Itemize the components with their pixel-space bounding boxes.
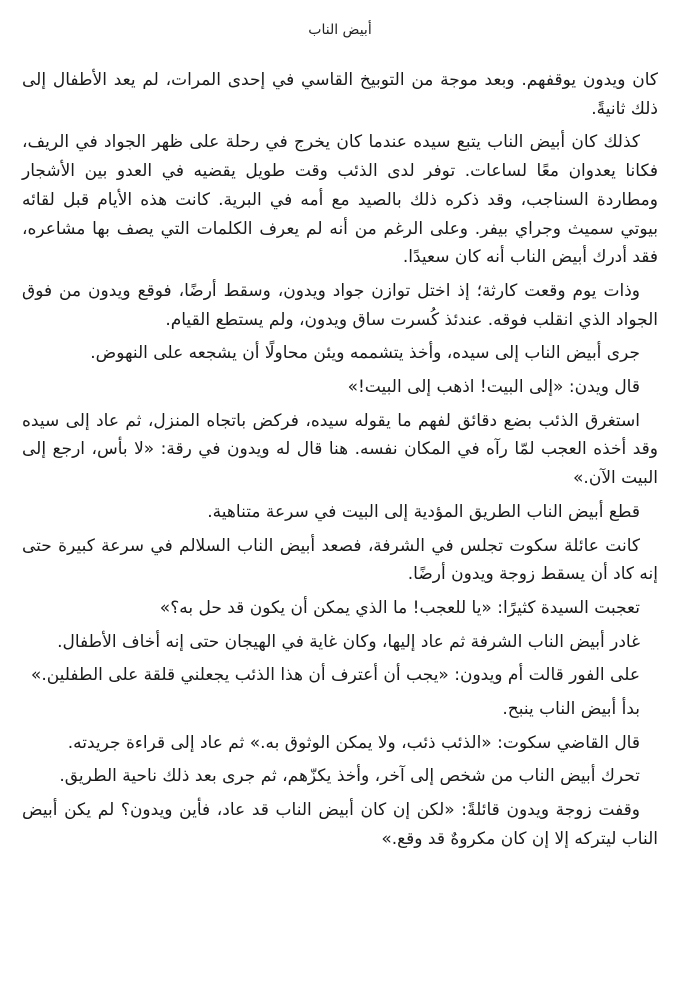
- paragraph: وقفت زوجة ويدون قائلةً: «لكن إن كان أبيض الناب قد عاد، فأين ويدون؟ لم يكن أبيض الناب ليتركه إلا إن كان مكروهٌ قد وقع.»: [22, 800, 658, 849]
- paragraph: كان ويدون يوقفهم. وبعد موجة من التوبيخ القاسي في إحدى المرات، لم يعد الأطفال إلى ذلك ثانيةً.: [22, 70, 658, 119]
- paragraph: قال ويدن: «إلى البيت! اذهب إلى البيت!»: [347, 377, 640, 398]
- paragraph: قال القاضي سكوت: «الذئب ذئب، ولا يمكن الوثوق به.» ثم عاد إلى قراءة جريدته.: [67, 732, 640, 753]
- paragraph: بدأ أبيض الناب ينبح.: [502, 699, 640, 720]
- paragraph: جرى أبيض الناب إلى سيده، وأخذ يتشممه ويئن محاولًا أن يشجعه على النهوض.: [90, 343, 640, 364]
- body-text: [22, 66, 658, 859]
- running-header: أبيض الناب: [308, 22, 372, 38]
- paragraph: قطع أبيض الناب الطريق المؤدية إلى البيت في سرعة متناهية.: [207, 501, 640, 522]
- paragraph: على الفور قالت أم ويدون: «يجب أن أعترف أن هذا الذئب يجعلني قلقة على الطفلين.»: [30, 665, 640, 686]
- paragraph: تحرك أبيض الناب من شخص إلى آخر، وأخذ يكزّهم، ثم جرى بعد ذلك ناحية الطريق.: [59, 766, 640, 787]
- paragraph: استغرق الذئب بضع دقائق لفهم ما يقوله سيده، فركض باتجاه المنزل، ثم عاد إلى سيده وقد أخذه العجب لمّا رآه في المكان نفسه. هنا قال له ويدون في رقة: «لا بأس، ارجع إلى البيت الآن.»: [22, 410, 658, 489]
- paragraph: غادر أبيض الناب الشرفة ثم عاد إليها، وكان غاية في الهيجان حتى إنه أخاف الأطفال.: [57, 631, 640, 652]
- paragraph: كذلك كان أبيض الناب يتبع سيده عندما كان يخرج في رحلة على ظهر الجواد في الريف، فكانا يعدوان معًا لساعات. توفر لدى الذئب وقت طويل يقضيه في العدو بين الأشجار ومطاردة السناجب، وقد ذكره ذلك بالصيد مع أمه في البرية. كانت هذه الأيام قبل لقائه بيوتي سميث وجراي بيفر. وعلى الرغم من أنه لم يعرف الكلمات التي يصف بها مشاعره، فقد أدرك أبيض الناب أنه كان سعيدًا.: [22, 132, 658, 268]
- paragraph: تعجبت السيدة كثيرًا: «يا للعجب! ما الذي يمكن أن يكون قد حل به؟»: [159, 597, 640, 618]
- paragraph: كانت عائلة سكوت تجلس في الشرفة، فصعد أبيض الناب السلالم في سرعة كبيرة حتى إنه كاد أن يسقط زوجة ويدون أرضًا.: [22, 535, 658, 585]
- paragraph: وذات يوم وقعت كارثة؛ إذ اختل توازن جواد ويدون، وسقط أرضًا، فوقع ويدون من فوق الجواد الذي انقلب فوقه. عندئذ كُسرت ساق ويدون، ولم يستطع القيام.: [22, 280, 658, 330]
